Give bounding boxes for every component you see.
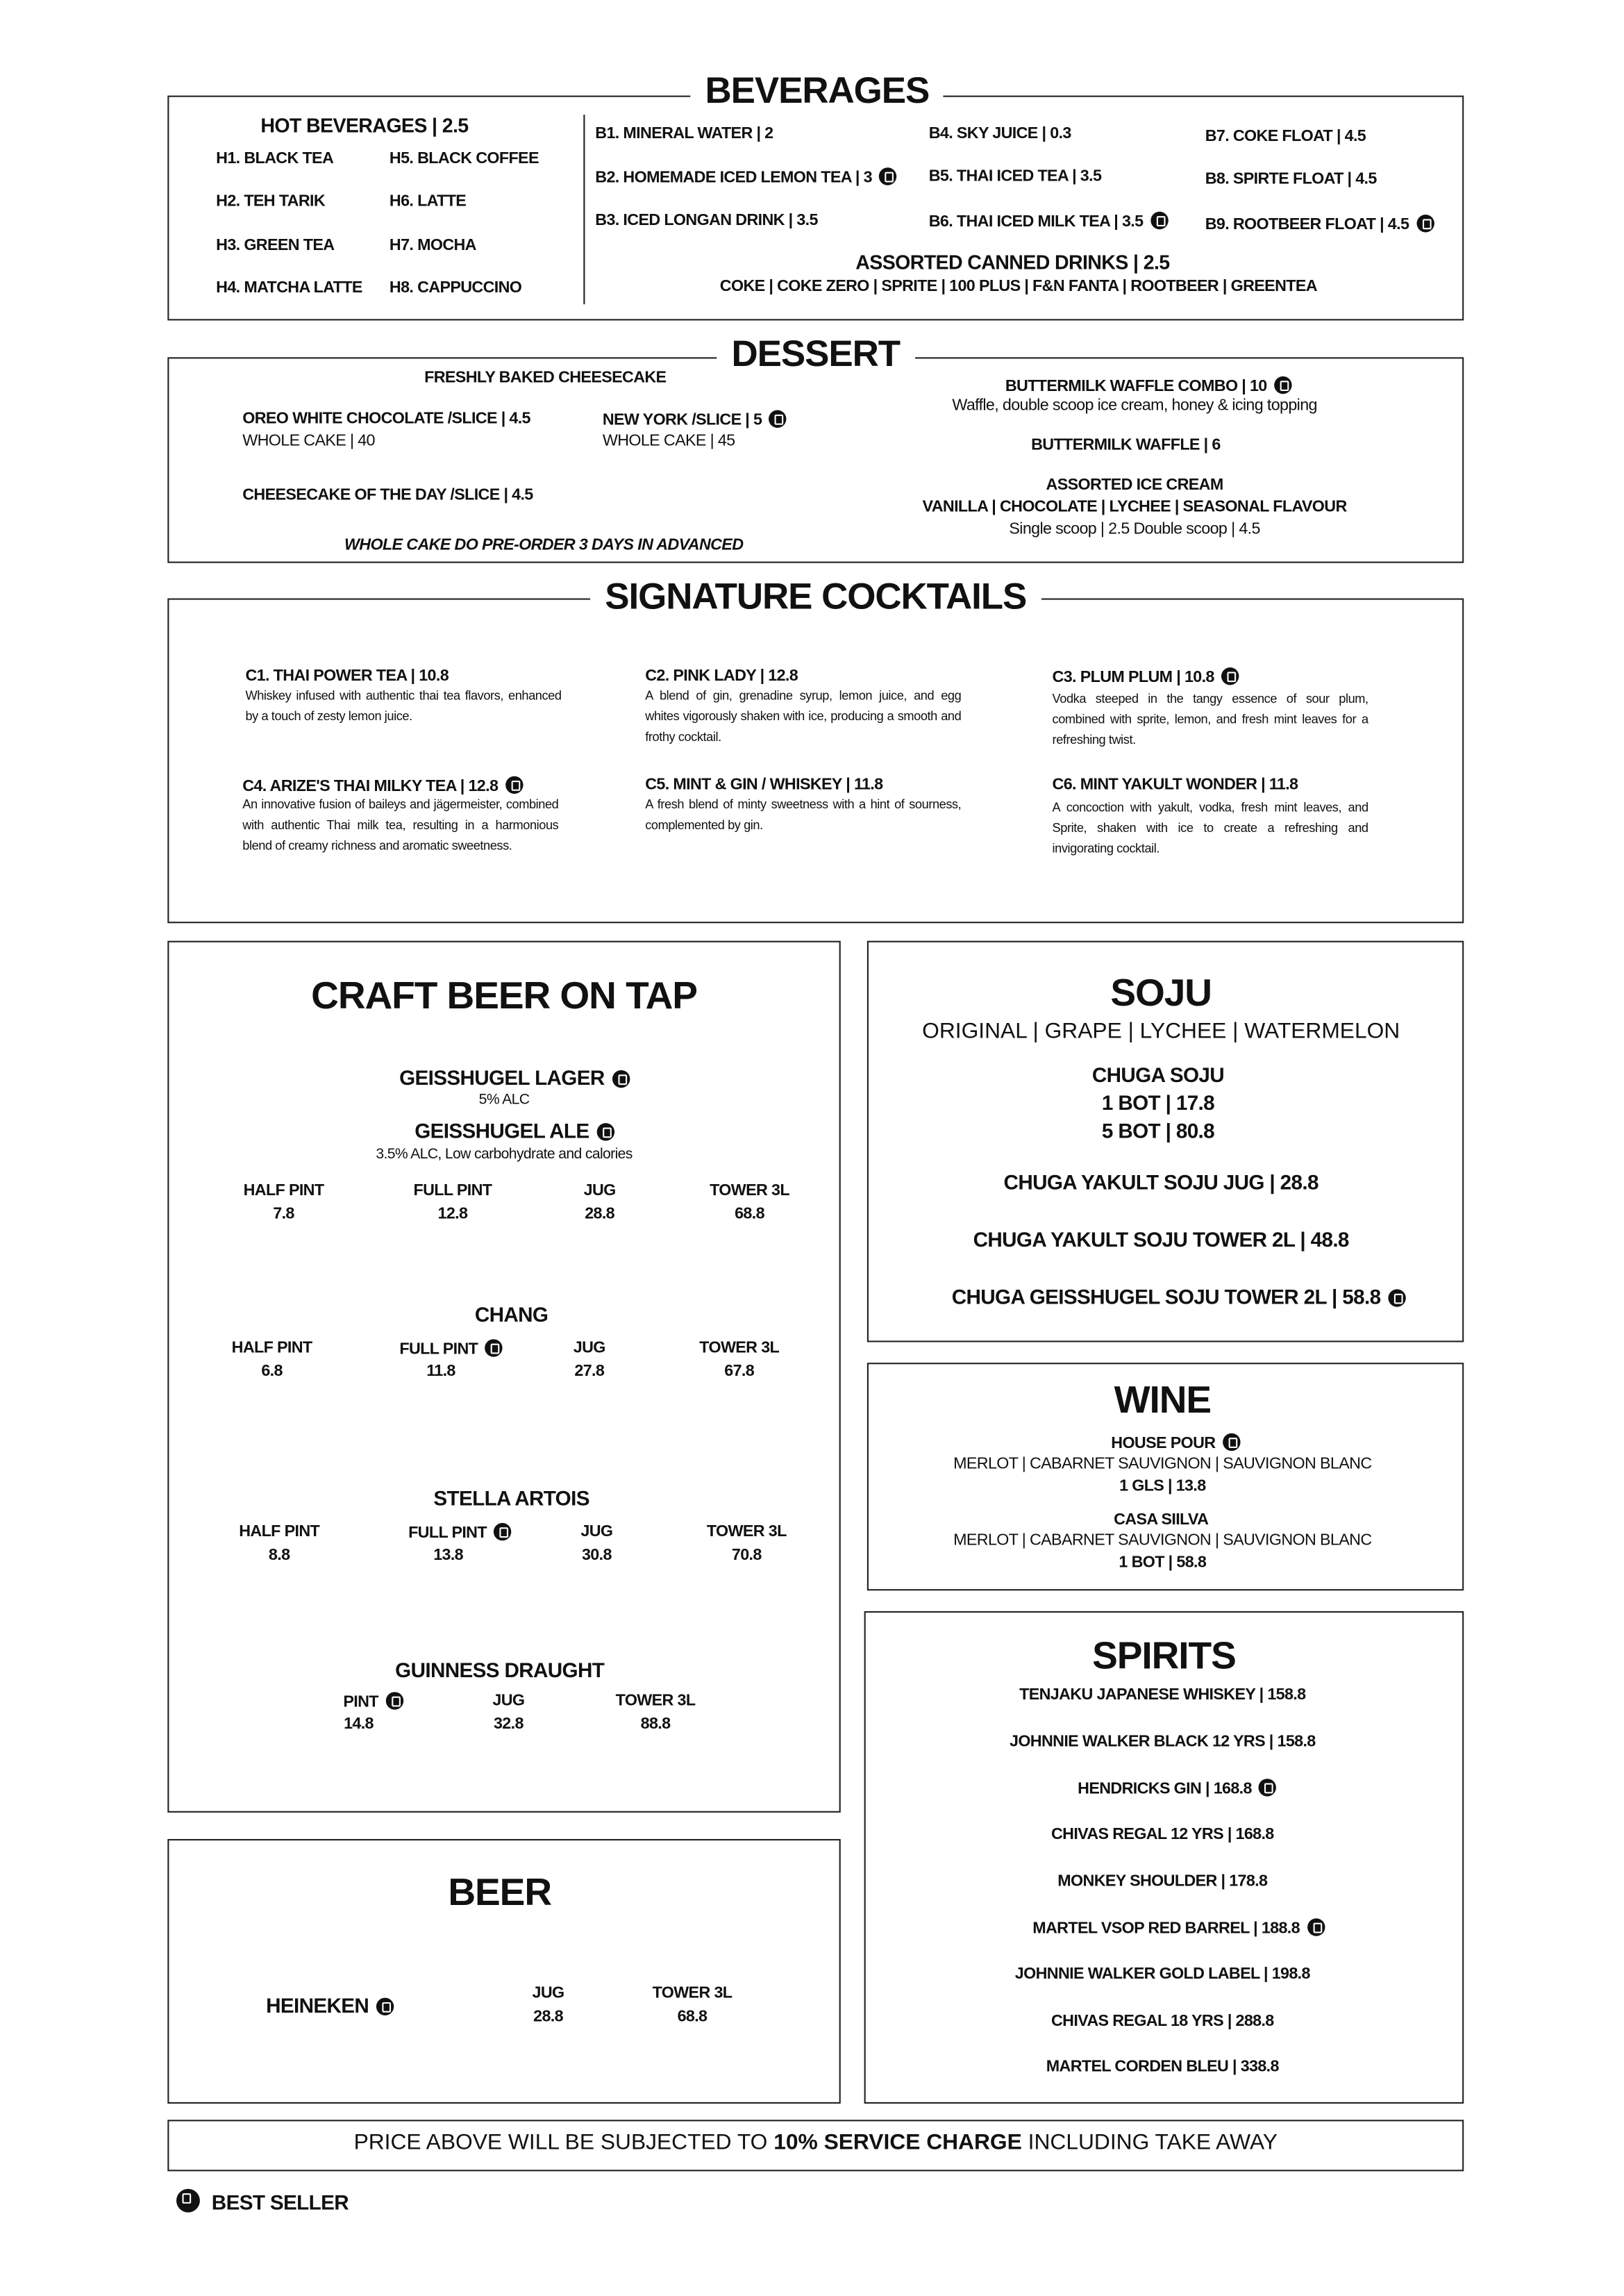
item-label: C3. PLUM PLUM | 10.8 bbox=[1052, 669, 1214, 687]
best-seller-icon bbox=[1416, 215, 1434, 232]
wine-types: MERLOT | CABARNET SAUVIGNON | SAUVIGNON BLANC bbox=[953, 1531, 1372, 1550]
menu-item bbox=[952, 1285, 1406, 1308]
menu-item bbox=[595, 167, 897, 187]
wine-name: CASA SIILVA bbox=[1114, 1511, 1209, 1529]
menu-item-price: WHOLE CAKE | 40 bbox=[242, 432, 375, 450]
item-label: B2. HOMEMADE ICED LEMON TEA | 3 bbox=[595, 169, 872, 187]
best-seller-icon bbox=[1259, 1779, 1276, 1796]
size-label: TOWER 3L bbox=[699, 1339, 780, 1357]
beer-alc: 5% ALC bbox=[478, 1092, 530, 1108]
size-label: TOWER 3L bbox=[706, 1522, 787, 1541]
item-label: FULL PINT bbox=[408, 1524, 487, 1542]
cocktail-description: A fresh blend of minty sweetness with a hint of sourness, complemented by gin. bbox=[645, 797, 962, 832]
menu-item: BUTTERMILK WAFFLE | 6 bbox=[1031, 436, 1221, 455]
price: 67.8 bbox=[724, 1363, 755, 1381]
cocktail-name: C6. MINT YAKULT WONDER | 11.8 bbox=[1052, 776, 1298, 795]
price: 7.8 bbox=[273, 1205, 294, 1224]
size-label: FULL PINT bbox=[413, 1181, 492, 1200]
item-label: PINT bbox=[343, 1693, 378, 1711]
menu-item: CHUGA YAKULT SOJU JUG | 28.8 bbox=[1003, 1170, 1319, 1194]
cocktail-name: C2. PINK LADY | 12.8 bbox=[645, 667, 798, 685]
notice-highlight: 10% SERVICE CHARGE bbox=[773, 2130, 1022, 2156]
canned-drinks-list: COKE | COKE ZERO | SPRITE | 100 PLUS | F&N FANTA | ROOTBEER | GREENTEA bbox=[719, 278, 1317, 296]
item-label: HEINEKEN bbox=[266, 1993, 369, 2018]
size-label: JUG bbox=[492, 1692, 525, 1710]
menu-item: CHEESECAKE OF THE DAY /SLICE | 4.5 bbox=[242, 486, 533, 505]
cheesecake-title: FRESHLY BAKED CHEESECAKE bbox=[424, 369, 667, 387]
cocktail-description: Whiskey infused with authentic thai tea flavors, enhanced by a touch of zesty lemon juice. bbox=[245, 688, 562, 723]
best-seller-icon bbox=[596, 1123, 614, 1140]
best-seller-icon bbox=[1221, 667, 1239, 685]
cocktail-description: Vodka steeped in the tangy essence of sour plum, combined with sprite, lemon, and fresh mint leaves for a refreshing twist. bbox=[1052, 690, 1368, 747]
size-label: HALF PINT bbox=[239, 1522, 320, 1541]
soju-name: CHUGA SOJU bbox=[1091, 1063, 1225, 1087]
beer-name bbox=[399, 1066, 630, 1090]
menu-item: B4. SKY JUICE | 0.3 bbox=[928, 124, 1071, 143]
price: 27.8 bbox=[574, 1363, 605, 1381]
price: 6.8 bbox=[261, 1363, 283, 1381]
menu-item: H4. MATCHA LATTE bbox=[216, 279, 362, 297]
canned-drinks-title: ASSORTED CANNED DRINKS | 2.5 bbox=[855, 251, 1170, 274]
size-label: JUG bbox=[580, 1522, 613, 1541]
menu-item-price: WHOLE CAKE | 45 bbox=[602, 432, 735, 450]
size-label: HALF PINT bbox=[243, 1181, 324, 1200]
menu-item bbox=[1078, 1779, 1277, 1798]
cocktail-description: An innovative fusion of baileys and jägermeister, combined with authentic Thai milk tea, resulting in a harmonious blend of creamy richness and aromatic sweetness. bbox=[242, 797, 559, 852]
preorder-note: WHOLE CAKE DO PRE-ORDER 3 DAYS IN ADVANCED bbox=[344, 536, 744, 554]
price: 13.8 bbox=[433, 1546, 463, 1565]
menu-item: B5. THAI ICED TEA | 3.5 bbox=[928, 167, 1102, 185]
beer-name bbox=[415, 1119, 614, 1142]
item-label: GEISSHUGEL LAGER bbox=[399, 1065, 605, 1090]
best-seller-icon bbox=[385, 1692, 403, 1709]
best-seller-icon bbox=[1307, 1918, 1325, 1936]
craft-beer-title: CRAFT BEER ON TAP bbox=[311, 973, 697, 1017]
size-label: JUG bbox=[573, 1339, 605, 1357]
item-label: CHUGA GEISSHUGEL SOJU TOWER 2L | 58.8 bbox=[951, 1284, 1381, 1308]
size-label: JUG bbox=[583, 1181, 616, 1200]
best-seller-icon bbox=[505, 776, 523, 794]
cocktail-name bbox=[242, 776, 523, 796]
hot-beverages-title: HOT BEVERAGES | 2.5 bbox=[260, 115, 469, 137]
menu-item: CHUGA YAKULT SOJU TOWER 2L | 48.8 bbox=[973, 1227, 1349, 1251]
spirits-title: SPIRITS bbox=[1092, 1633, 1236, 1678]
ice-cream-price: Single scoop | 2.5 Double scoop | 4.5 bbox=[1009, 520, 1260, 538]
beer-name bbox=[266, 1993, 394, 2017]
price: 1 BOT | 58.8 bbox=[1119, 1554, 1207, 1572]
best-seller-icon bbox=[1223, 1433, 1240, 1451]
cocktail-name bbox=[1053, 667, 1239, 687]
beer-name: STELLA ARTOIS bbox=[433, 1486, 589, 1510]
service-charge-text bbox=[354, 2130, 1278, 2155]
size-label bbox=[399, 1339, 503, 1358]
cocktail-name: C1. THAI POWER TEA | 10.8 bbox=[245, 667, 449, 685]
item-label: BUTTERMILK WAFFLE COMBO | 10 bbox=[1005, 377, 1267, 396]
beer-name: GUINNESS DRAUGHT bbox=[395, 1658, 605, 1682]
best-seller-legend bbox=[167, 2189, 349, 2214]
best-seller-icon bbox=[485, 1339, 503, 1356]
cocktails-section bbox=[167, 598, 1464, 923]
ice-cream-title: ASSORTED ICE CREAM bbox=[1046, 476, 1223, 494]
price: 68.8 bbox=[677, 2008, 708, 2026]
price: 88.8 bbox=[640, 1715, 671, 1733]
size-label: TOWER 3L bbox=[652, 1984, 733, 2002]
menu-item: CHIVAS REGAL 12 YRS | 168.8 bbox=[1050, 1825, 1274, 1844]
beverages-title: BEVERAGES bbox=[690, 71, 944, 113]
menu-item: H6. LATTE bbox=[389, 192, 467, 210]
wine-types: MERLOT | CABARNET SAUVIGNON | SAUVIGNON BLANC bbox=[953, 1455, 1372, 1473]
menu-item: H2. TEH TARIK bbox=[216, 192, 326, 210]
size-label: TOWER 3L bbox=[710, 1181, 789, 1200]
size-label bbox=[343, 1692, 403, 1711]
price: 1 GLS | 13.8 bbox=[1119, 1477, 1206, 1495]
menu-item: MONKEY SHOULDER | 178.8 bbox=[1057, 1872, 1268, 1891]
menu-item: H5. BLACK COFFEE bbox=[389, 149, 539, 168]
divider bbox=[583, 115, 585, 304]
price: 5 BOT | 80.8 bbox=[1101, 1118, 1215, 1142]
price: 28.8 bbox=[533, 2008, 563, 2026]
best-seller-icon bbox=[1388, 1289, 1405, 1306]
cocktail-description: A blend of gin, grenadine syrup, lemon juice, and egg whites vigorously shaken with ice, producing a smooth and frothy cocktail. bbox=[645, 688, 962, 744]
dessert-title: DESSERT bbox=[717, 333, 914, 376]
price: 1 BOT | 17.8 bbox=[1101, 1090, 1215, 1115]
beer-alc: 3.5% ALC, Low carbohydrate and calories bbox=[376, 1147, 633, 1163]
price: 30.8 bbox=[581, 1546, 612, 1565]
menu-item bbox=[1205, 215, 1434, 234]
item-label: B6. THAI ICED MILK TEA | 3.5 bbox=[928, 213, 1144, 231]
menu-item: TENJAKU JAPANESE WHISKEY | 158.8 bbox=[1019, 1686, 1306, 1704]
price: 12.8 bbox=[437, 1205, 468, 1224]
menu-item: OREO WHITE CHOCOLATE /SLICE | 4.5 bbox=[242, 410, 530, 428]
item-label: B9. ROOTBEER FLOAT | 4.5 bbox=[1205, 216, 1409, 234]
item-label: MARTEL VSOP RED BARREL | 188.8 bbox=[1032, 1920, 1300, 1938]
best-seller-icon bbox=[880, 167, 897, 185]
best-seller-icon bbox=[376, 1998, 394, 2015]
best-seller-icon bbox=[1150, 212, 1168, 229]
price: 11.8 bbox=[426, 1363, 455, 1381]
notice-text: PRICE ABOVE WILL BE SUBJECTED TO bbox=[353, 2130, 774, 2156]
beer-title: BEER bbox=[448, 1870, 552, 1914]
price: 14.8 bbox=[344, 1715, 374, 1733]
size-label: TOWER 3L bbox=[615, 1692, 696, 1710]
item-label: HENDRICKS GIN | 168.8 bbox=[1078, 1780, 1252, 1798]
menu-item: H3. GREEN TEA bbox=[216, 236, 335, 255]
item-label: NEW YORK /SLICE | 5 bbox=[602, 411, 762, 430]
price: 70.8 bbox=[731, 1546, 762, 1565]
menu-item: B7. COKE FLOAT | 4.5 bbox=[1205, 128, 1366, 146]
cocktail-description: A concoction with yakult, vodka, fresh mint leaves, and Sprite, shaken with ice to create a refreshing and invigorating cocktail. bbox=[1052, 799, 1368, 856]
best-seller-icon bbox=[612, 1070, 629, 1088]
menu-item: B8. SPIRTE FLOAT | 4.5 bbox=[1205, 170, 1377, 188]
menu-item bbox=[1032, 1918, 1325, 1938]
size-label bbox=[408, 1523, 512, 1542]
menu-item: H1. BLACK TEA bbox=[216, 149, 334, 168]
price: 32.8 bbox=[493, 1715, 524, 1733]
soju-title: SOJU bbox=[1110, 970, 1212, 1015]
item-label: HOUSE POUR bbox=[1111, 1434, 1216, 1453]
item-label: GEISSHUGEL ALE bbox=[415, 1118, 589, 1142]
beer-name: CHANG bbox=[474, 1302, 549, 1326]
wine-name bbox=[1111, 1433, 1240, 1453]
best-seller-icon bbox=[494, 1523, 512, 1540]
best-seller-icon bbox=[176, 2189, 200, 2213]
cocktails-title: SIGNATURE COCKTAILS bbox=[590, 576, 1041, 619]
menu-item bbox=[929, 212, 1169, 231]
best-seller-icon bbox=[769, 410, 787, 428]
cocktail-name: C5. MINT & GIN / WHISKEY | 11.8 bbox=[645, 776, 883, 795]
legend-label: BEST SELLER bbox=[211, 2190, 349, 2214]
ice-cream-flavours: VANILLA | CHOCOLATE | LYCHEE | SEASONAL FLAVOUR bbox=[922, 498, 1347, 516]
menu-item: JOHNNIE WALKER GOLD LABEL | 198.8 bbox=[1014, 1965, 1310, 1983]
menu-item: H8. CAPPUCCINO bbox=[389, 279, 522, 297]
menu-item: MARTEL CORDEN BLEU | 338.8 bbox=[1046, 2058, 1279, 2076]
price: 68.8 bbox=[735, 1205, 764, 1224]
item-label: FULL PINT bbox=[399, 1340, 478, 1358]
price: 8.8 bbox=[268, 1546, 290, 1565]
size-label: JUG bbox=[532, 1984, 564, 2002]
menu-item: JOHNNIE WALKER BLACK 12 YRS | 158.8 bbox=[1010, 1733, 1316, 1751]
menu-item: H7. MOCHA bbox=[389, 236, 476, 255]
notice-text: INCLUDING TAKE AWAY bbox=[1021, 2130, 1278, 2156]
menu-item bbox=[603, 410, 787, 430]
best-seller-icon bbox=[1274, 376, 1291, 394]
wine-title: WINE bbox=[1114, 1377, 1212, 1422]
menu-item: B1. MINERAL WATER | 2 bbox=[595, 124, 773, 143]
price: 28.8 bbox=[585, 1205, 615, 1224]
item-label: C4. ARIZE'S THAI MILKY TEA | 12.8 bbox=[242, 777, 499, 796]
menu-item bbox=[1005, 376, 1292, 396]
menu-item: B3. ICED LONGAN DRINK | 3.5 bbox=[595, 211, 818, 230]
soju-flavours: ORIGINAL | GRAPE | LYCHEE | WATERMELON bbox=[922, 1018, 1400, 1044]
item-description: Waffle, double scoop ice cream, honey & icing topping bbox=[952, 397, 1317, 415]
size-label: HALF PINT bbox=[231, 1339, 312, 1357]
menu-item: CHIVAS REGAL 18 YRS | 288.8 bbox=[1050, 2012, 1274, 2031]
